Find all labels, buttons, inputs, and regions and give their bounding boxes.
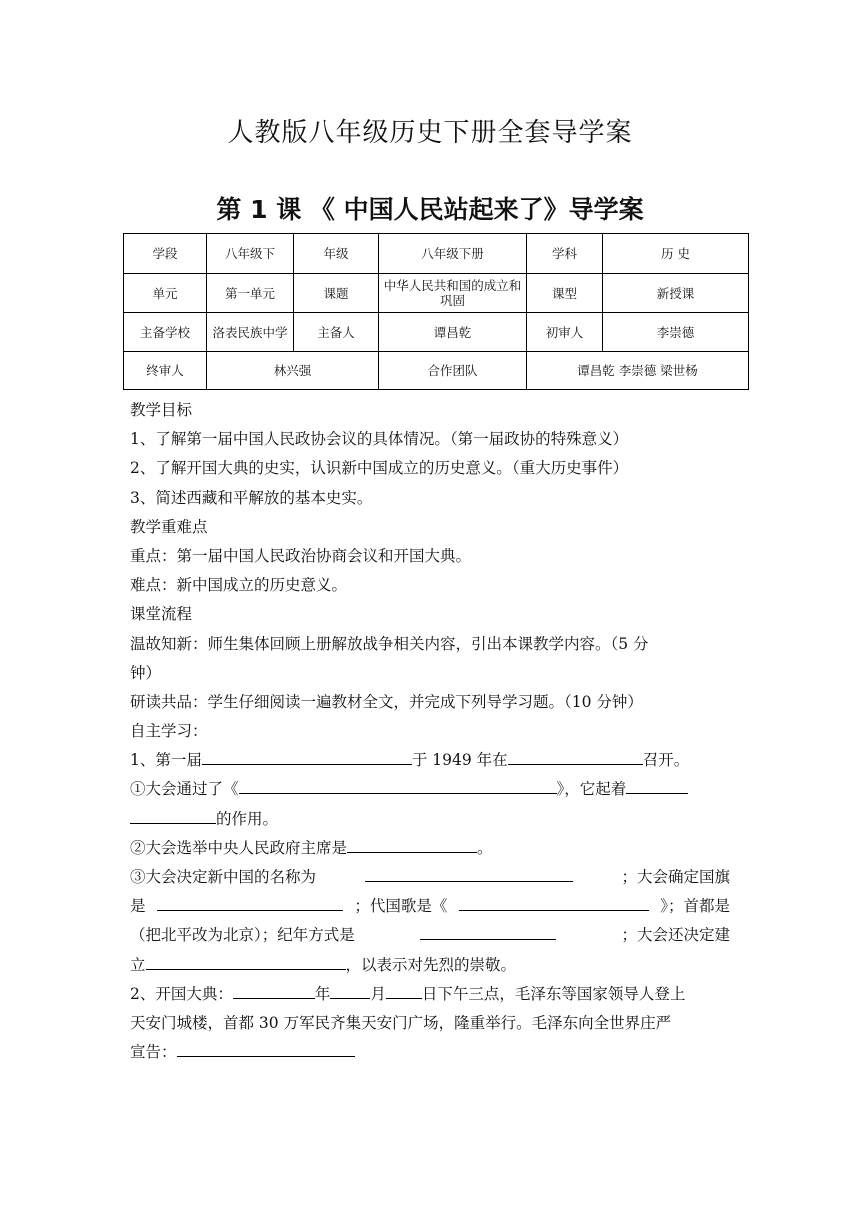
- question-text: ；代国歌是《: [354, 897, 448, 916]
- question-line: [130, 1038, 730, 1067]
- blank-line: [177, 1038, 355, 1057]
- table-cell: 主备学校: [124, 313, 207, 352]
- blank-line: [330, 980, 370, 999]
- blank-line: [202, 746, 412, 765]
- table-cell: 合作团队: [379, 352, 527, 390]
- section-heading: 自主学习：: [130, 722, 208, 741]
- question-text: 日下午三点，毛泽东等国家领导人登上: [421, 984, 686, 1003]
- paragraph: 天安门城楼，首都 30 万军民齐集天安门广场，隆重举行。毛泽东向全世界庄严: [130, 1013, 672, 1032]
- paragraph: 研读共品：学生仔细阅读一遍教材全文，并完成下列导学习题。（10 分钟）: [130, 692, 643, 711]
- table-cell: 年级: [294, 234, 379, 274]
- question-text: 召开。: [642, 751, 690, 770]
- question-line: [130, 834, 730, 863]
- question-text: 是: [130, 897, 146, 916]
- table-cell: 谭昌乾: [379, 313, 527, 352]
- blank-line: [157, 892, 343, 911]
- section-heading: 教学重难点: [130, 517, 208, 536]
- question-text: 年: [314, 984, 331, 1003]
- table-cell: 历 史: [603, 234, 749, 274]
- question-text: 。: [477, 838, 493, 857]
- question-text: 立: [130, 955, 146, 974]
- table-cell: 学科: [527, 234, 603, 274]
- question-text: ②大会选举中央人民政府主席是: [130, 838, 348, 857]
- paragraph: 2、了解开国大典的史实，认识新中国成立的历史意义。（重大历史事件）: [130, 459, 629, 478]
- blank-line: [239, 775, 557, 794]
- table-cell: 课题: [294, 274, 379, 313]
- question-line: [130, 921, 730, 950]
- document-title: 人教版八年级历史下册全套导学案: [227, 118, 633, 148]
- blank-line: [146, 951, 346, 970]
- question-text: 于 1949 年在: [411, 751, 508, 770]
- question-text: ③大会决定新中国的名称为: [130, 868, 317, 886]
- table-cell: 李崇德: [603, 313, 749, 352]
- blank-line: [420, 921, 556, 940]
- table-cell: 八年级下: [207, 234, 294, 274]
- table-row: [124, 234, 749, 274]
- table-cell: 八年级下册: [379, 234, 527, 274]
- question-text: ；大会确定国旗: [621, 868, 730, 886]
- paragraph: 钟）: [130, 663, 162, 682]
- question-text: 1、第一届: [130, 751, 202, 770]
- question-text: ；大会还决定建: [621, 926, 730, 945]
- table-cell: 终审人: [124, 352, 207, 390]
- blank-line: [386, 980, 422, 999]
- question-line: [130, 951, 730, 980]
- question-text: ①大会通过了《: [130, 780, 239, 799]
- section-heading: 课堂流程: [130, 605, 193, 624]
- question-text: （把北平改为北京）；纪年方式是: [130, 926, 355, 945]
- table-cell: 第一单元: [207, 274, 294, 313]
- section-heading: 教学目标: [130, 401, 193, 419]
- table-cell: 中华人民共和国的成立和巩固: [379, 274, 527, 313]
- question-text: 》；首都是: [660, 897, 730, 916]
- question-line: [130, 775, 730, 804]
- blank-line: [365, 863, 573, 882]
- blank-line: [459, 892, 649, 911]
- table-cell: 课型: [527, 274, 603, 313]
- table-cell: 新授课: [603, 274, 749, 313]
- paragraph: 温故知新：师生集体回顾上册解放战争相关内容，引出本课教学内容。（5 分: [130, 634, 649, 653]
- paragraph: 1、了解第一届中国人民政协会议的具体情况。（第一届政协的特殊意义）: [130, 430, 629, 449]
- paragraph: 难点：新中国成立的历史意义。: [130, 576, 348, 595]
- lesson-info-table: [123, 233, 749, 390]
- paragraph: 重点：第一届中国人民政治协商会议和开国大典。: [130, 546, 472, 565]
- question-line: [130, 746, 730, 775]
- question-line: [130, 892, 730, 921]
- table-cell: 单元: [124, 274, 207, 313]
- table-row: [124, 313, 749, 352]
- table-cell: 学段: [124, 234, 207, 274]
- table-cell: 洛表民族中学: [207, 313, 294, 352]
- question-line: [130, 805, 730, 834]
- table-cell: 初审人: [527, 313, 603, 352]
- document-body: [130, 396, 730, 1067]
- blank-line: [130, 805, 216, 824]
- paragraph: 3、简述西藏和平解放的基本史实。: [130, 488, 373, 507]
- blank-line: [626, 775, 688, 794]
- question-text: 月: [370, 984, 386, 1003]
- blank-line: [508, 746, 643, 765]
- question-text: 的作用。: [216, 809, 279, 828]
- question-line: [130, 980, 730, 1009]
- table-row: [124, 352, 749, 390]
- question-text: ，以表示对先烈的崇敬。: [345, 955, 517, 974]
- lesson-title: 第 1 课 《 中国人民站起来了》导学案: [216, 195, 644, 224]
- table-row: [124, 274, 749, 313]
- blank-line: [347, 834, 477, 853]
- question-text: 宣告：: [130, 1043, 177, 1062]
- question-line: [130, 863, 730, 892]
- table-cell: 主备人: [294, 313, 379, 352]
- question-text: 》，它起着: [556, 780, 627, 799]
- question-text: 2、开国大典：: [130, 984, 233, 1003]
- table-cell: 谭昌乾 李崇德 梁世杨: [527, 352, 749, 390]
- table-cell: 林兴强: [207, 352, 379, 390]
- blank-line: [233, 980, 315, 999]
